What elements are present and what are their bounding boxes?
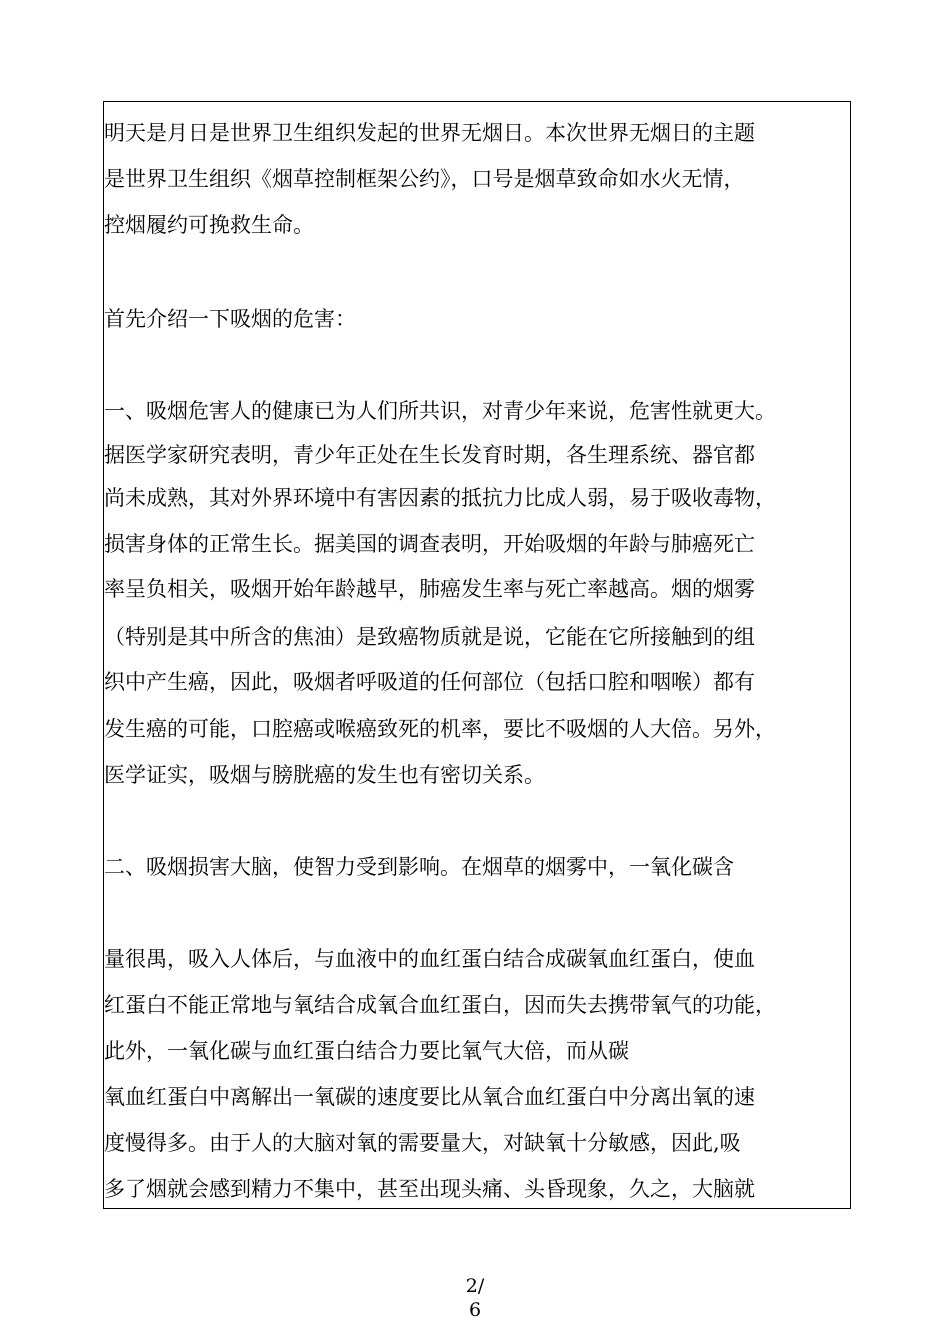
paragraph-line: 氧血红蛋白中离解出一氧碳的速度要比从氧合血红蛋白中分离出氧的速 xyxy=(104,1085,755,1109)
paragraph-line: 此外，一氧化碳与血红蛋白结合力要比氧气大倍，而从碳 xyxy=(104,1039,629,1063)
paragraph-line: 控烟履约可挽救生命。 xyxy=(104,213,314,237)
paragraph-line: 率呈负相关，吸烟开始年龄越早，肺癌发生率与死亡率越高。烟的烟雾 xyxy=(104,577,755,601)
paragraph-line: 首先介绍一下吸烟的危害： xyxy=(104,307,356,331)
paragraph-line: （特别是其中所含的焦油）是致癌物质就是说，它能在它所接触到的组 xyxy=(104,625,755,649)
page-number-bottom: 6 xyxy=(468,1299,482,1321)
paragraph-line: 发生癌的可能，口腔癌或喉癌致死的机率，要比不吸烟的人大倍。另外， xyxy=(104,717,776,741)
paragraph-line: 度慢得多。由于人的大脑对氧的需要量大，对缺氧十分敏感，因此,吸 xyxy=(104,1131,741,1155)
paragraph-line: 织中产生癌，因此，吸烟者呼吸道的任何部位（包括口腔和咽喉）都有 xyxy=(104,670,755,694)
paragraph-line: 二、吸烟损害大脑，使智力受到影响。在烟草的烟雾中，一氧化碳含 xyxy=(104,855,734,879)
paragraph-line: 红蛋白不能正常地与氧结合成氧合血红蛋白，因而失去携带氧气的功能， xyxy=(104,993,776,1017)
page-number-top: 2/ xyxy=(465,1275,485,1297)
paragraph-line: 是世界卫生组织《烟草控制框架公约》，口号是烟草致命如水火无情， xyxy=(104,167,745,191)
paragraph-line: 多了烟就会感到精力不集中，甚至出现头痛、头昏现象，久之，大脑就 xyxy=(104,1177,755,1201)
paragraph-line: 量很禺，吸入人体后，与血液中的血红蛋白结合成碳氧血红蛋白，使血 xyxy=(104,947,755,971)
paragraph-line: 一、吸烟危害人的健康已为人们所共识，对青少年来说，危害性就更大。 xyxy=(104,399,776,423)
paragraph-line: 尚未成熟，其对外界环境中有害因素的抵抗力比成人弱，易于吸收毒物， xyxy=(104,486,776,510)
paragraph-line: 损害身体的正常生长。据美国的调查表明，开始吸烟的年龄与肺癌死亡 xyxy=(104,532,755,556)
paragraph-line: 明天是月日是世界卫生组织发起的世界无烟日。本次世界无烟日的主题 xyxy=(104,121,755,145)
paragraph-line: 据医学家研究表明，青少年正处在生长发育时期，各生理系统、器官都 xyxy=(104,443,755,467)
paragraph-line: 医学证实，吸烟与膀胱癌的发生也有密切关系。 xyxy=(104,763,545,787)
